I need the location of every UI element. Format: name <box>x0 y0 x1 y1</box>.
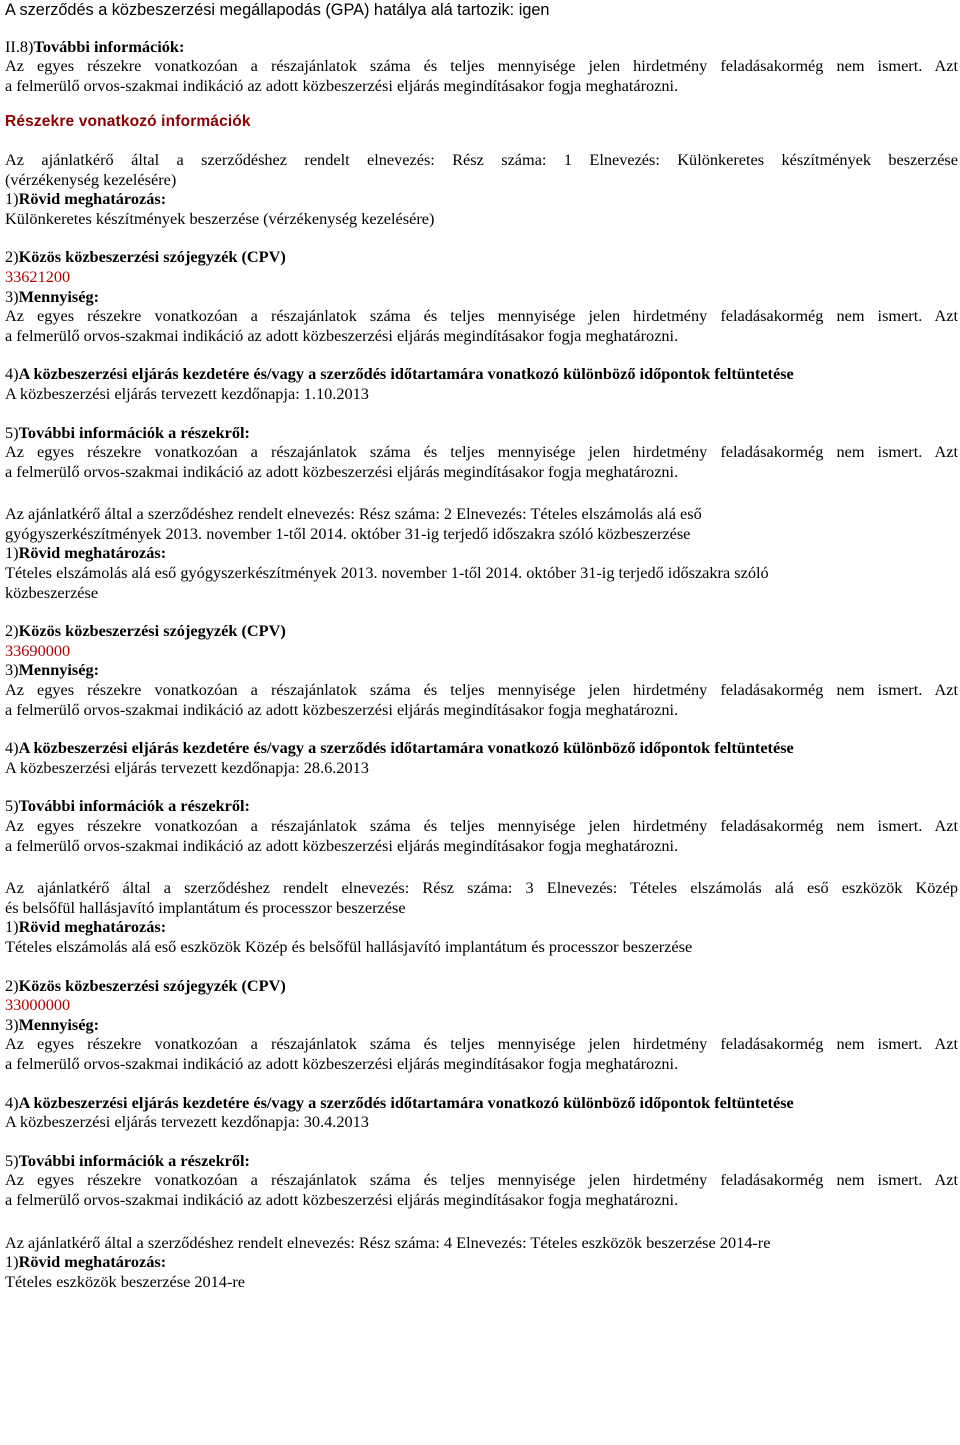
more-info-label: További információk a részekről: <box>18 796 250 816</box>
more-info-text-line-1: Az egyes részekre vonatkozóan a részajánlatok száma és teljes mennyisége jelen hirdetmény feladásakormég nem ismert. Azt <box>5 816 958 835</box>
start-date: A közbeszerzési eljárás tervezett kezdőnapja: 30.4.2013 <box>5 1112 369 1132</box>
quantity-text-line-2: a felmerülő orvos-szakmai indikáció az adott közbeszerzési eljárás megindításakor fogja meghatározni. <box>5 1053 679 1073</box>
part-2 <box>5 504 958 855</box>
dates-label: A közbeszerzési eljárás kezdetére és/vagy a szerződés időtartamára vonatkozó különböző időpontok feltüntetése <box>18 738 794 758</box>
dates-number: 4) <box>5 1092 19 1112</box>
short-def-text: Tételes elszámolás alá eső eszközök Közép és belsőfül hallásjavító implantátum és processzor beszerzése <box>5 936 693 956</box>
quantity-number: 3) <box>5 286 19 306</box>
part-title-line-1: Az ajánlatkérő által a szerződéshez rendelt elnevezés: Rész száma: 4 Elnevezés: Tételes eszközök beszerzése 2014-re <box>5 1232 771 1252</box>
short-def-number: 1) <box>5 917 19 937</box>
part-3 <box>5 878 958 1209</box>
quantity-number: 3) <box>5 1014 19 1034</box>
short-def-number: 1) <box>5 543 19 563</box>
quantity-label: Mennyiség: <box>18 286 100 306</box>
short-def-text-line-2: közbeszerzése <box>5 582 99 602</box>
quantity-text-line-1: Az egyes részekre vonatkozóan a részajánlatok száma és teljes mennyisége jelen hirdetmény feladásakormég nem ismert. Azt <box>5 680 958 700</box>
short-def-text-line-1: Tételes elszámolás alá eső gyógyszerkészítmények 2013. november 1-től 2014. október 31-ig terjedő időszakra szóló <box>5 563 769 583</box>
dates-number: 4) <box>5 364 19 384</box>
dates-number: 4) <box>5 738 19 758</box>
cpv-code: 33621200 <box>5 266 71 286</box>
part-title-line-2: és belsőfül hallásjavító implantátum és processzor beszerzése <box>5 897 406 917</box>
part-title-line-1: Az ajánlatkérő által a szerződéshez rendelt elnevezés: Rész száma: 1 Elnevezés: Különkeretes készítmények beszerzése <box>5 149 958 169</box>
more-info-text-line-1: Az egyes részekre vonatkozóan a részajánlatok száma és teljes mennyisége jelen hirdetmény feladásakormég nem ismert. Azt <box>5 1170 958 1190</box>
cpv-label: Közös közbeszerzési szójegyzék (CPV) <box>18 975 286 995</box>
cpv-number: 2) <box>5 621 19 641</box>
short-def-number: 1) <box>5 189 19 209</box>
cpv-number: 2) <box>5 975 19 995</box>
more-info-number: 5) <box>5 796 19 816</box>
short-def-label: Rövid meghatározás: <box>18 543 167 563</box>
part-title-line-1: Az ajánlatkérő által a szerződéshez rendelt elnevezés: Rész száma: 2 Elnevezés: Tételes elszámolás alá eső <box>5 504 702 524</box>
part-title-line-2: gyógyszerkészítmények 2013. november 1-től 2014. október 31-ig terjedő időszakra szóló közbeszerzése <box>5 523 691 543</box>
more-info-number: 5) <box>5 1150 19 1170</box>
cpv-label: Közös közbeszerzési szójegyzék (CPV) <box>18 247 286 267</box>
more-info-label: További információk a részekről: <box>18 1150 250 1170</box>
dates-label: A közbeszerzési eljárás kezdetére és/vagy a szerződés időtartamára vonatkozó különböző időpontok feltüntetése <box>18 1092 794 1112</box>
more-info-number: 5) <box>5 422 19 442</box>
quantity-number: 3) <box>5 660 19 680</box>
dates-label: A közbeszerzési eljárás kezdetére és/vagy a szerződés időtartamára vonatkozó különböző időpontok feltüntetése <box>18 364 794 384</box>
cpv-number: 2) <box>5 247 19 267</box>
ii8-text-line-1: Az egyes részekre vonatkozóan a részajánlatok száma és teljes mennyisége jelen hirdetmény feladásakormég nem ismert. Azt <box>5 56 958 76</box>
quantity-text-line-2: a felmerülő orvos-szakmai indikáció az adott közbeszerzési eljárás megindításakor fogja meghatározni. <box>5 325 679 345</box>
short-def-text: Tételes eszközök beszerzése 2014-re <box>5 1271 246 1291</box>
part-title-line-1: Az ajánlatkérő által a szerződéshez rendelt elnevezés: Rész száma: 3 Elnevezés: Tételes elszámolás alá eső eszközök Közép <box>5 878 958 898</box>
part-1 <box>5 150 958 481</box>
more-info-text-line-1: Az egyes részekre vonatkozóan a részajánlatok száma és teljes mennyisége jelen hirdetmény feladásakormég nem ismert. Azt <box>5 442 958 462</box>
quantity-label: Mennyiség: <box>18 1014 100 1034</box>
section-heading: Részekre vonatkozó információk <box>5 113 251 131</box>
short-def-label: Rövid meghatározás: <box>18 917 167 937</box>
short-def-label: Rövid meghatározás: <box>18 1252 167 1272</box>
ii8-number: II.8) <box>5 36 34 56</box>
gpa-statement: A szerződés a közbeszerzési megállapodás (GPA) hatálya alá tartozik: igen <box>5 1 550 19</box>
part-title-line-2: (vérzékenység kezelésére) <box>5 169 177 189</box>
more-info-label: További információk a részekről: <box>18 422 250 442</box>
cpv-code: 33690000 <box>5 640 71 660</box>
cpv-code: 33000000 <box>5 995 71 1015</box>
quantity-label: Mennyiség: <box>18 660 100 680</box>
cpv-label: Közös közbeszerzési szójegyzék (CPV) <box>18 621 286 641</box>
short-def-label: Rövid meghatározás: <box>18 189 167 209</box>
ii8-label: További információk: <box>33 36 185 56</box>
short-def-number: 1) <box>5 1252 19 1272</box>
quantity-text-line-2: a felmerülő orvos-szakmai indikáció az adott közbeszerzési eljárás megindításakor fogja meghatározni. <box>5 699 679 719</box>
start-date: A közbeszerzési eljárás tervezett kezdőnapja: 28.6.2013 <box>5 757 369 777</box>
start-date: A közbeszerzési eljárás tervezett kezdőnapja: 1.10.2013 <box>5 383 369 403</box>
section-ii8 <box>5 37 958 96</box>
quantity-text-line-1: Az egyes részekre vonatkozóan a részajánlatok száma és teljes mennyisége jelen hirdetmény feladásakormég nem ismert. Azt <box>5 1034 958 1054</box>
quantity-text-line-1: Az egyes részekre vonatkozóan a részajánlatok száma és teljes mennyisége jelen hirdetmény feladásakormég nem ismert. Azt <box>5 306 958 326</box>
more-info-text-line-2: a felmerülő orvos-szakmai indikáció az adott közbeszerzési eljárás megindításakor fogja meghatározni. <box>5 1189 679 1209</box>
part-4 <box>5 1233 958 1292</box>
more-info-text-line-2: a felmerülő orvos-szakmai indikáció az adott közbeszerzési eljárás megindításakor fogja meghatározni. <box>5 461 679 481</box>
more-info-text-line-2: a felmerülő orvos-szakmai indikáció az adott közbeszerzési eljárás megindításakor fogja meghatározni. <box>5 835 679 855</box>
short-def-text: Különkeretes készítmények beszerzése (vérzékenység kezelésére) <box>5 208 435 228</box>
ii8-text-line-2: a felmerülő orvos-szakmai indikáció az adott közbeszerzési eljárás megindításakor fogja meghatározni. <box>5 75 679 95</box>
